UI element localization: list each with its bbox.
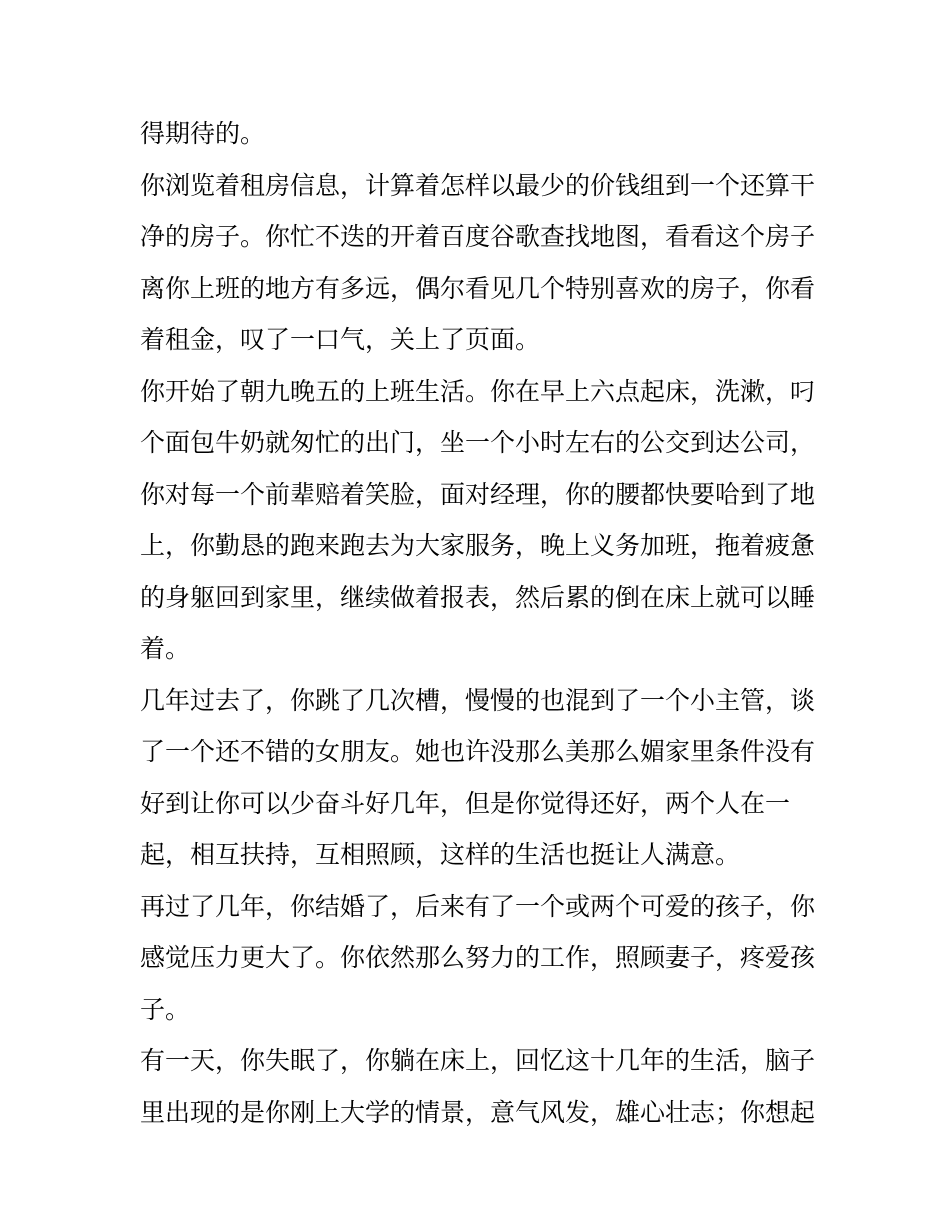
text-line: 得期待的。	[140, 119, 266, 148]
text-line: 上，你勤恳的跑来跑去为大家服务，晚上义务加班，拖着疲惫	[140, 531, 816, 560]
text-line: 离你上班的地方有多远，偶尔看见几个特别喜欢的房子，你看	[140, 273, 816, 303]
text-line: 的身躯回到家里，继续做着报表，然后累的倒在床上就可以睡	[140, 582, 816, 612]
text-line: 你开始了朝九晚五的上班生活。你在早上六点起床，洗漱，叼	[140, 376, 816, 406]
text-line: 个面包牛奶就匆忙的出门，坐一个小时左右的公交到达公司，	[140, 428, 816, 457]
text-line: 好到让你可以少奋斗好几年，但是你觉得还好，两个人在一	[140, 788, 791, 818]
text-line: 里出现的是你刚上大学的情景，意气风发，雄心壮志；你想起	[140, 1097, 816, 1127]
text-line: 你对每一个前辈赔着笑脸，面对经理，你的腰都快要哈到了地	[140, 479, 816, 509]
text-line: 子。	[140, 994, 191, 1024]
text-line: 着。	[140, 634, 191, 663]
text-line: 净的房子。你忙不迭的开着百度谷歌查找地图，看看这个房子	[140, 222, 816, 251]
text-line: 起，相互扶持，互相照顾，这样的生活也挺让人满意。	[140, 840, 741, 869]
text-line: 着租金，叹了一口气，关上了页面。	[140, 325, 541, 354]
text-line: 有一天，你失眠了，你躺在床上，回忆这十几年的生活，脑子	[140, 1046, 816, 1075]
text-line: 你浏览着租房信息，计算着怎样以最少的价钱组到一个还算干	[140, 170, 816, 200]
document-body	[140, 108, 820, 1138]
text-line: 了一个还不错的女朋友。她也许没那么美那么媚家里条件没有	[140, 737, 816, 766]
text-line: 几年过去了，你跳了几次槽，慢慢的也混到了一个小主管，谈	[140, 685, 816, 715]
text-line: 感觉压力更大了。你依然那么努力的工作，照顾妻子，疼爱孩	[140, 943, 816, 972]
text-line: 再过了几年，你结婚了，后来有了一个或两个可爱的孩子，你	[140, 891, 816, 921]
